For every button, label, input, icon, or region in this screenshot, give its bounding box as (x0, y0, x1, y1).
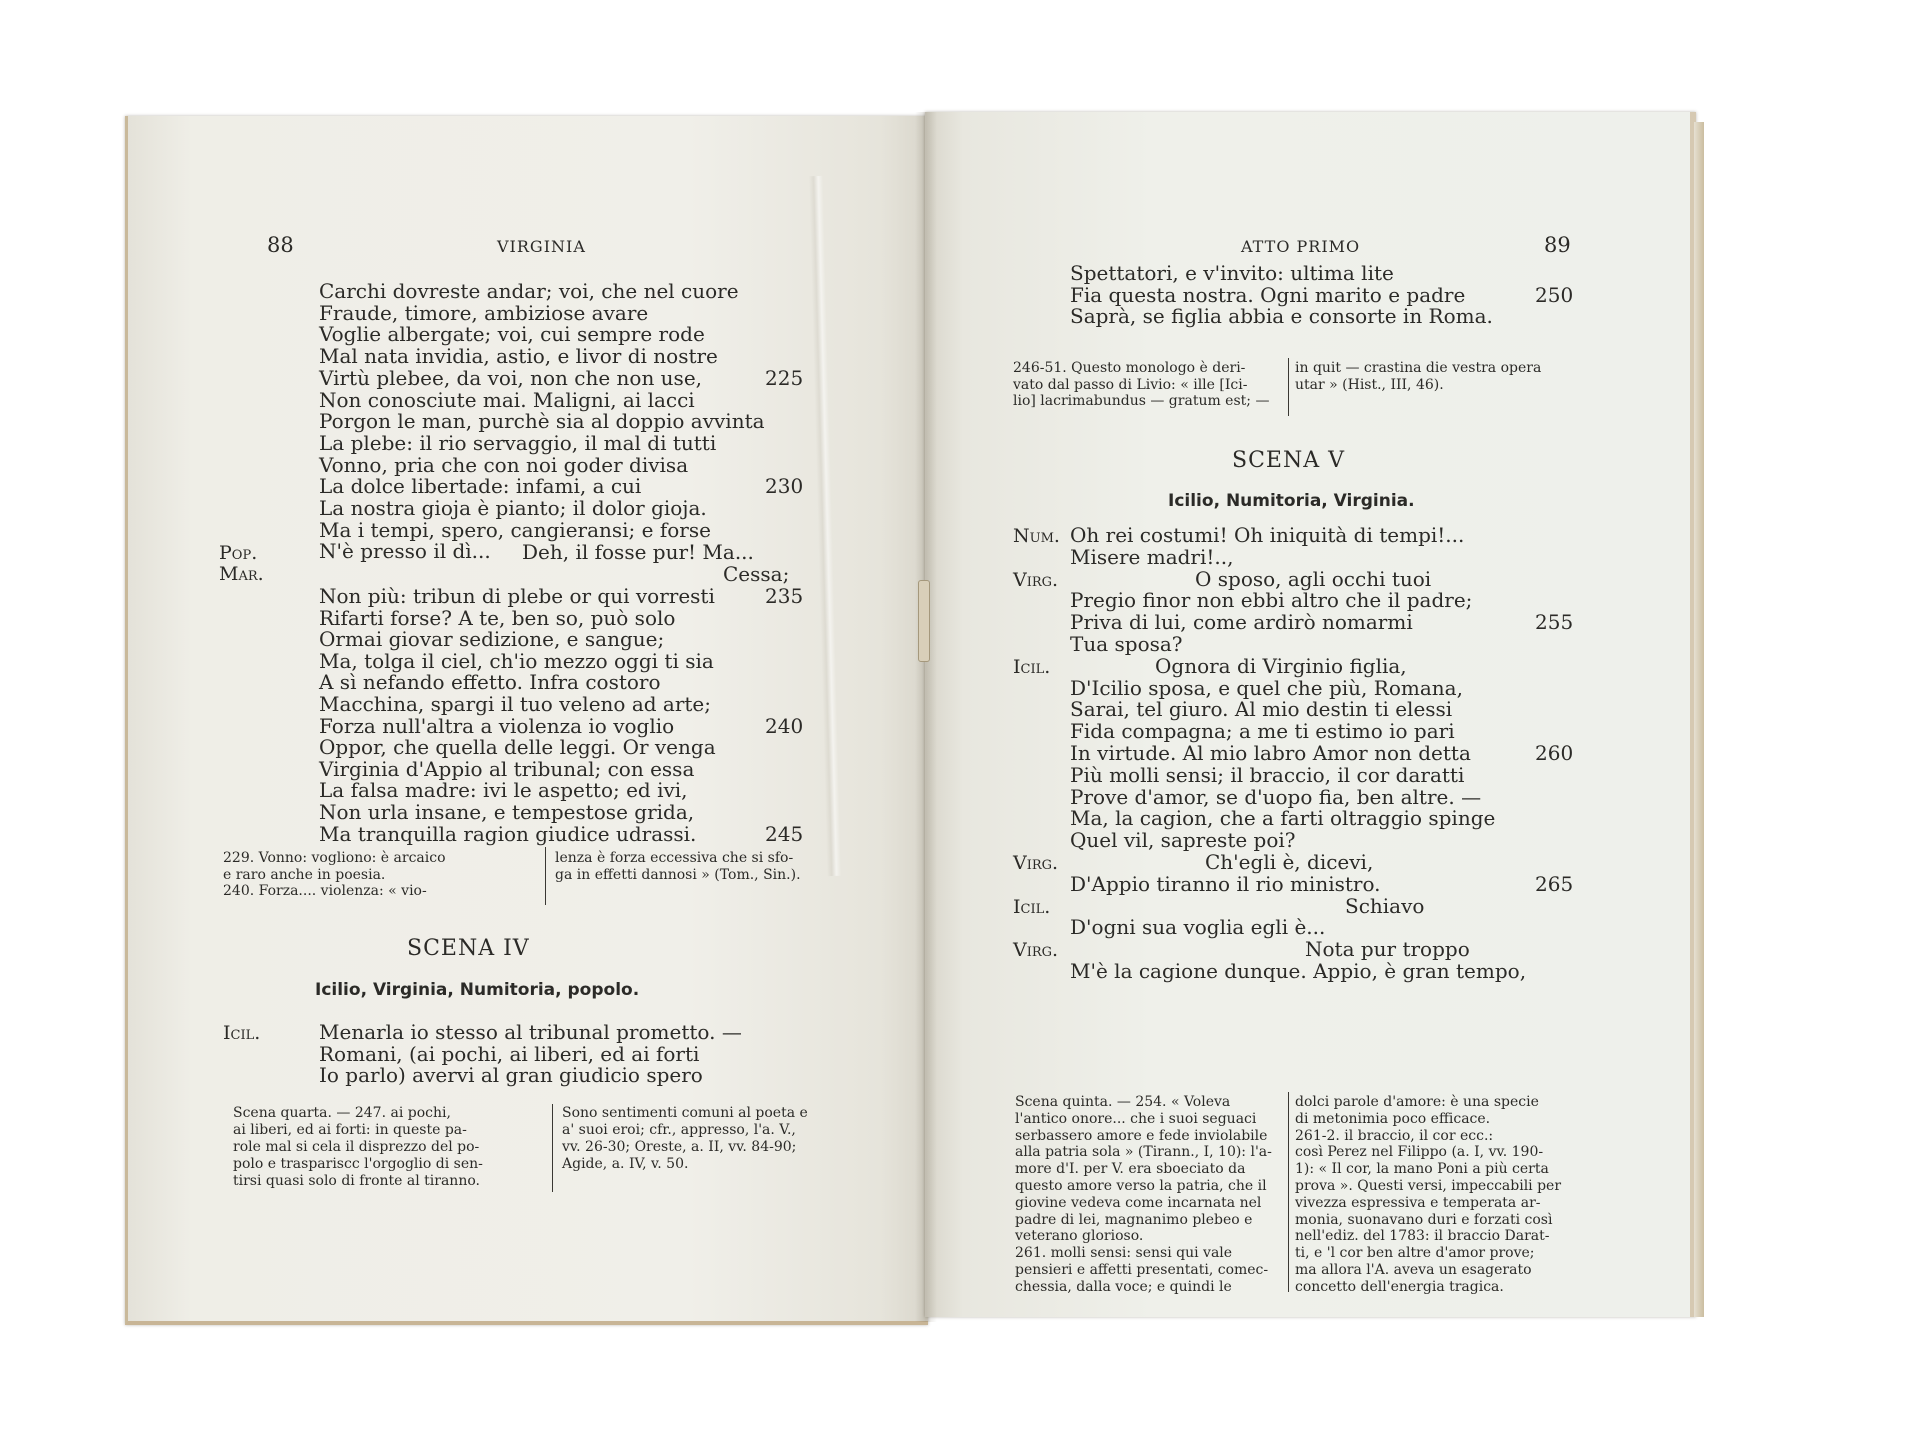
verse-line: Virginia d'Appio al tribunal; con essa (319, 756, 695, 781)
footnote-line: nell'ediz. del 1783: il braccio Darat- (1295, 1228, 1550, 1245)
footnote-line: 246-51. Questo monologo è deri- (1013, 360, 1246, 376)
verse-line: A sì nefando effetto. Infra costoro (319, 670, 661, 695)
line-number: 230 (765, 474, 804, 499)
footnote-line: 240. Forza.... violenza: « vio- (223, 883, 427, 899)
verse-line: Schiavo (1345, 893, 1425, 918)
verse-line: N'è presso il dì... (319, 539, 491, 564)
running-head-left: VIRGINIA (497, 237, 586, 256)
footnote-line: Agide, a. IV, v. 50. (562, 1156, 689, 1172)
verse-line: Ma i tempi, spero, cangieransi; e forse (319, 517, 711, 542)
page-number-left: 88 (267, 233, 294, 257)
verse-line: Non più: tribun di plebe or qui vorresti (319, 584, 715, 608)
verse-line: Carchi dovreste andar; voi, che nel cuore (319, 279, 739, 303)
footnote-line: polo e traspariscc l'orgoglio di sen- (233, 1156, 483, 1172)
verse-line: Menarla io stesso al tribunal prometto. — (319, 1020, 742, 1044)
verse-line: Non urla insane, e tempestose grida, (319, 800, 695, 824)
page-number-right: 89 (1544, 233, 1571, 257)
verse-line: Oh rei costumi! Oh iniquità di tempi!... (1070, 523, 1465, 547)
scene-cast-right: Icilio, Numitoria, Virginia. (1168, 491, 1415, 511)
footnote-line: 261-2. il braccio, il cor ecc.: (1295, 1127, 1494, 1144)
verse-line: D'ogni sua voglia egli è... (1070, 915, 1326, 940)
footnote-line: Sono sentimenti comuni al poeta e (562, 1105, 808, 1121)
speaker-pop: Pop. (219, 542, 258, 564)
line-number: 260 (1535, 741, 1574, 765)
verse-line: D'Icilio sposa, e quel che più, Romana, (1070, 675, 1463, 700)
footnote-line: tirsi quasi solo di fronte al tiranno. (233, 1173, 480, 1189)
book-gutter (915, 112, 937, 1322)
footnote-line: lio] lacrimabundus — gratum est; — (1013, 393, 1270, 409)
verse-line: Sarai, tel giuro. Al mio destin ti elessi (1070, 697, 1453, 722)
verse-line: Saprà, se figlia abbia e consorte in Roma. (1070, 304, 1493, 329)
verse-line: O sposo, agli occhi tuoi (1195, 566, 1432, 591)
footnote-line: ai liberi, ed ai forti: in queste pa- (233, 1122, 467, 1138)
verse-line: In virtude. Al mio labro Amor non detta (1070, 741, 1471, 765)
speaker-mar: Mar. (219, 563, 264, 585)
verse-line: Rifarti forse? A te, ben so, può solo (319, 605, 676, 630)
running-head-right: ATTO PRIMO (1241, 237, 1361, 256)
scene-title-right: SCENA V (1232, 448, 1345, 473)
footnote-line: 229. Vonno: vogliono: è arcaico (223, 850, 446, 866)
verse-line: Non conosciute mai. Maligni, ai lacci (319, 387, 695, 412)
footnote-divider (1288, 1092, 1289, 1292)
footnote-line: di metonimia poco efficace. (1295, 1110, 1491, 1127)
line-number: 255 (1535, 610, 1574, 635)
footnote-line: concetto dell'energia tragica. (1295, 1278, 1504, 1295)
verse-line: Più molli sensi; il braccio, il cor daratti (1070, 762, 1465, 787)
verse-line: Macchina, spargi il tuo veleno ad arte; (319, 692, 712, 716)
verse-line: Spettatori, e v'invito: ultima lite (1070, 261, 1394, 285)
scene-title-left: SCENA IV (407, 936, 530, 961)
footnote-line: a' suoi eroi; cfr., appresso, l'a. V., (562, 1122, 796, 1138)
verse-line: Ognora di Virginio figlia, (1155, 653, 1407, 678)
footnote-line: ma allora l'A. aveva un esagerato (1295, 1262, 1532, 1278)
footnote-line: ga in effetti dannosi » (Tom., Sin.). (555, 866, 801, 883)
verse-line: Pregio finor non ebbi altro che il padre; (1070, 588, 1473, 613)
footnote-line: role mal si cela il disprezzo del po- (233, 1139, 480, 1155)
verse-line: Fia questa nostra. Ogni marito e padre (1070, 282, 1466, 307)
verse-line: La nostra gioja è pianto; il dolor gioja. (319, 496, 707, 520)
verse-mar-line: Cessa; (723, 562, 790, 586)
verse-line: Fraude, timore, ambiziose avare (319, 300, 649, 325)
verse-line: Virtù plebee, da voi, non che non use, (319, 365, 703, 390)
footnote-line: monia, suonavano duri e forzati così (1295, 1211, 1553, 1228)
speaker-label: Virg. (1013, 852, 1059, 874)
open-book (125, 112, 1705, 1322)
speaker-label: Virg. (1013, 568, 1059, 591)
footnote-line: lenza è forza eccessiva che si sfo- (555, 850, 794, 866)
footnote-line: pensieri e affetti presentati, comec- (1015, 1262, 1269, 1278)
footnote-line: e raro anche in poesia. (223, 866, 386, 883)
verse-line: Tua sposa? (1070, 632, 1183, 656)
footnote-line: veterano glorioso. (1015, 1228, 1144, 1245)
line-number: 250 (1535, 282, 1574, 307)
line-number: 245 (765, 821, 804, 846)
footnote-line: prova ». Questi versi, impeccabili per (1295, 1178, 1562, 1194)
footnote-line: more d'I. per V. era sboeciato da (1015, 1161, 1246, 1178)
footnote-divider (545, 847, 546, 905)
verse-line: Forza null'altra a violenza io voglio (319, 713, 675, 738)
speaker-label: Icil. (1013, 895, 1051, 918)
footnote-line: utar » (Hist., III, 46). (1295, 376, 1444, 393)
speaker-label: Icil. (1013, 655, 1051, 678)
verse-line: Ma, la cagion, che a farti oltraggio spinge (1070, 806, 1496, 831)
verse-line: Romani, (ai pochi, ai liberi, ed ai forti (319, 1041, 700, 1066)
verse-line: Ormai giovar sedizione, e sangue; (319, 627, 665, 652)
footnote-line: vv. 26-30; Oreste, a. II, vv. 84-90; (562, 1139, 797, 1155)
verse-line: Vonno, pria che con noi goder divisa (319, 452, 689, 477)
speaker-label: Num. (1013, 525, 1060, 547)
footnote-line: ti, e 'l cor ben altre d'amor prove; (1295, 1245, 1535, 1262)
footnote-line: così Perez nel Filippo (a. I, vv. 190- (1295, 1144, 1544, 1161)
verse-pop-line: Deh, il fosse pur! Ma... (522, 540, 754, 564)
footnote-line: Scena quinta. — 254. « Voleva (1015, 1094, 1231, 1110)
footnote-line: 261. molli sensi: sensi qui vale (1015, 1245, 1233, 1262)
verse-line: Voglie albergate; voi, cui sempre rode (319, 322, 705, 347)
verse-line: Ma, tolga il ciel, ch'io mezzo oggi ti sia (319, 648, 714, 673)
footnote-line: dolci parole d'amore: è una specie (1295, 1094, 1539, 1110)
footnote-line: questo amore verso la patria, che il (1015, 1178, 1267, 1194)
verse-line: Priva di lui, come ardirò nomarmi (1070, 610, 1413, 635)
footnote-line: giovine vedeva come incarnata nel (1015, 1194, 1262, 1211)
footnote-line: serbassero amore e fede inviolabile (1015, 1127, 1268, 1144)
verse-line: Fida compagna; a me ti estimo io pari (1070, 719, 1455, 744)
binding-stitch (918, 580, 930, 662)
footnote-divider (1288, 358, 1289, 416)
scene-cast-left: Icilio, Virginia, Numitoria, popolo. (315, 980, 640, 1000)
verse-line: Mal nata invidia, astio, e livor di nostre (319, 344, 718, 369)
verse-line: Prove d'amor, se d'uopo fia, ben altre. — (1070, 784, 1482, 809)
footnote-line: Scena quarta. — 247. ai pochi, (233, 1105, 451, 1121)
verse-line: M'è la cagione dunque. Appio, è gran tempo, (1070, 959, 1527, 983)
speaker-label: Virg. (1013, 939, 1059, 962)
verse-line: Ch'egli è, dicevi, (1205, 850, 1374, 874)
verse-line: La falsa madre: ivi le aspetto; ed ivi, (319, 778, 688, 803)
verse-line: Nota pur troppo (1305, 937, 1470, 962)
verse-line: D'Appio tiranno il rio ministro. (1070, 871, 1381, 896)
line-number: 265 (1535, 871, 1574, 896)
verse-line: Misere madri!.., (1070, 544, 1234, 569)
speaker-icil-left: Icil. (223, 1022, 261, 1044)
footnote-line: alla patria sola » (Tirann., I, 10): l'a- (1015, 1144, 1272, 1161)
verse-line: Quel vil, sapreste poi? (1070, 828, 1296, 853)
footnote-line: vivezza espressiva e temperata ar- (1295, 1194, 1541, 1211)
page-crease (809, 176, 841, 876)
footnote-line: padre di lei, magnanimo plebeo e (1015, 1211, 1253, 1228)
page-edges (1694, 122, 1704, 1317)
line-number: 235 (765, 584, 804, 608)
footnote-line: 1): « Il cor, la mano Poni a più certa (1295, 1161, 1549, 1178)
footnote-line: vato dal passo di Livio: « ille [Ici- (1013, 376, 1248, 393)
footnote-line: chessia, dalla voce; e quindi le (1015, 1278, 1232, 1295)
line-number: 225 (765, 365, 804, 390)
line-number: 240 (765, 713, 804, 738)
verse-line: Io parlo) avervi al gran giudicio spero (319, 1063, 703, 1088)
footnote-line: l'antico onore... che i suoi seguaci (1015, 1110, 1257, 1127)
verse-line: Oppor, che quella delle leggi. Or venga (319, 735, 716, 760)
verse-line: La dolce libertade: infami, a cui (319, 474, 642, 499)
verse-line: Porgon le man, purchè sia al doppio avvinta (319, 409, 765, 434)
verse-line: La plebe: il rio servaggio, il mal di tutti (319, 430, 717, 455)
footnote-divider (552, 1104, 553, 1192)
verse-line: Ma tranquilla ragion giudice udrassi. (319, 821, 697, 846)
footnote-line: in quit — crastina die vestra opera (1295, 360, 1542, 376)
